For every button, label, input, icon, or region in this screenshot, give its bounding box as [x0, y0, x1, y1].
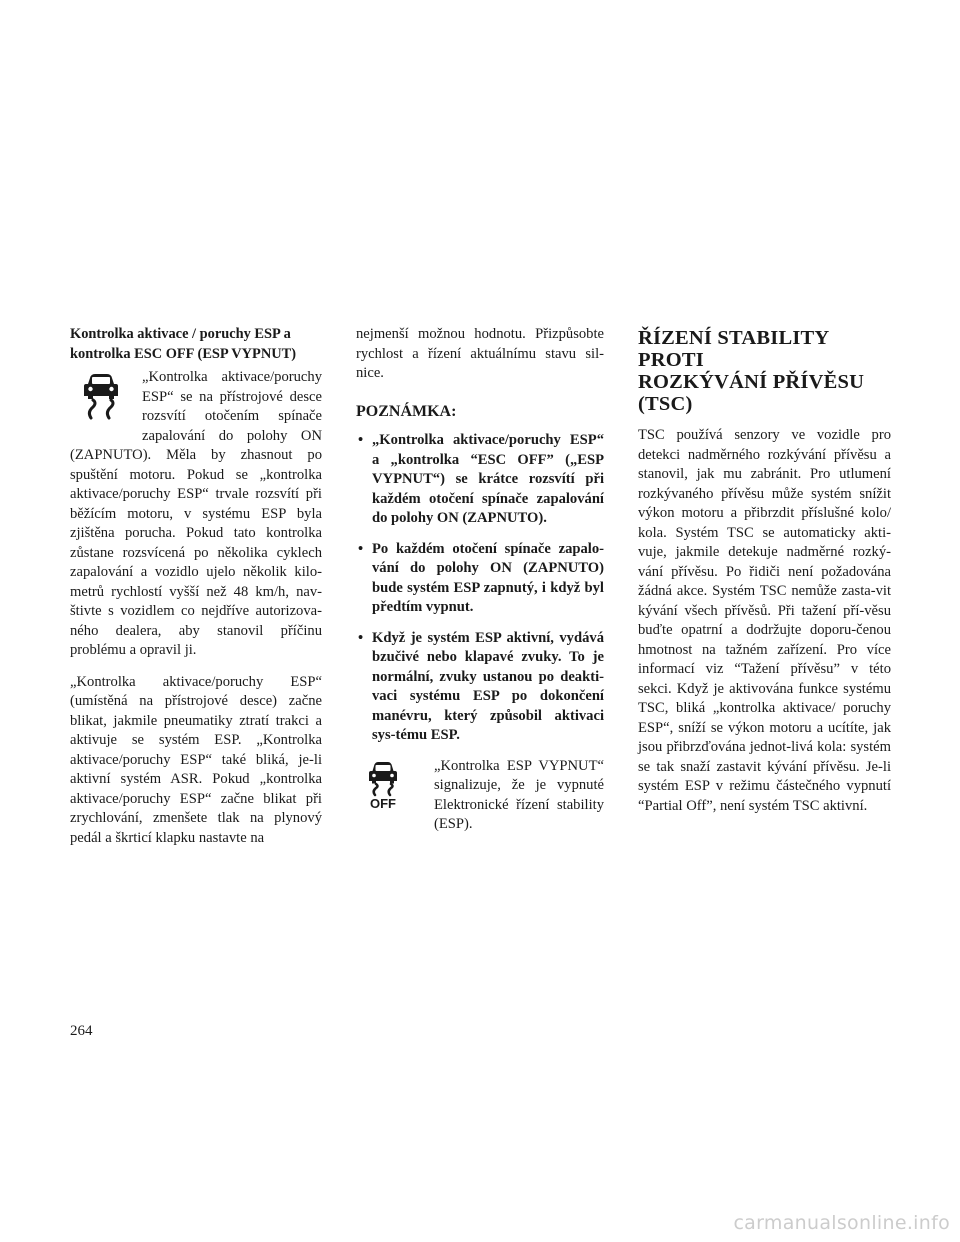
- note-item: • „Kontrolka aktivace/poruchy ESP“ a „kontrolka “ESC OFF” („ESP VYPNUT“) se krátce rozsvítí při každém otočení spínače zapalování do polohy ON (ZAPNUTO).: [356, 431, 604, 529]
- note-list: [356, 431, 604, 746]
- section-heading-line3: (TSC): [638, 393, 693, 415]
- esp-off-block: [366, 757, 604, 835]
- page-number: 264: [70, 1023, 93, 1039]
- section-heading-line1: ŘÍZENÍ STABILITY PROTI: [638, 327, 829, 371]
- middle-column: [356, 325, 604, 835]
- note-item: • Po každém otočení spínače zapalo-vání do polohy ON (ZAPNUTO) bude systém ESP zapnutý, i když byl předtím vypnut.: [356, 540, 604, 618]
- note-heading: POZNÁMKA:: [356, 402, 457, 420]
- esp-off-icon-label: OFF: [370, 795, 396, 811]
- esp-off-paragraph: „Kontrolka ESP VYPNUT“ signalizuje, že je vypnuté Elektronické řízení stability (ESP).: [434, 757, 604, 832]
- esp-skid-car-icon: [70, 372, 132, 446]
- watermark: carmanualsonline.info: [733, 1212, 950, 1234]
- note-item: • Když je systém ESP aktivní, vydává bzučivé nebo klapavé zvuky. To je normální, zvuky ustanou po deakti-vaci systému ESP po dokončení manévru, který způsobil aktivaci sys-tému ESP.: [356, 629, 604, 746]
- esp-off-icon-svg: [366, 761, 400, 811]
- esp-flashing-paragraph: „Kontrolka aktivace/poruchy ESP“ (umístěná na přístrojové desce) začne blikat, jakmile pneumatiky ztratí trakci a aktivuje se systém ESP. „Kontrolka aktivace/poruchy ESP“ také bliká, je-li aktivní systém ASR. Pokud „kontrolka aktivace/poruchy ESP“ začne blikat při zrychlování, zmenšete tlak na plynový pedál a škrticí klapku nastavte na: [70, 673, 322, 846]
- section-heading-line2: ROZKÝVÁNÍ PŘÍVĚSU: [638, 371, 865, 393]
- esp-skid-car-icon-svg: [81, 372, 121, 420]
- tsc-paragraph: TSC používá senzory ve vozidle pro detekci nadměrného rozkývání přívěsu a stanovil, jak mu zabránit. Pro utlumení rozkývaného přívěsu může systém snížit výkon motoru a přibrzdit příslušné kolo/ kola. Systém TSC se automaticky akti-vuje, jakmile detekuje nadměrné rozký-vání přívěsu. Po řidiči není požadována žádná akce. Systém TSC nemůže zasta-vit kývání všech přívěsů. Při tažení pří-věsu buďte opatrní a dodržujte doporu-čenou hmotnost na tažném zařízení. Pro více informací viz “Tažení přívěsu” v této sekci. Když je aktivována funkce systému TSC, bliká „kontrolka aktivace/ poruchy ESP“, sníží se výkon motoru a ucítíte, jak jsou přibrzďována jednot-livá kola: systém se tak snaží zastavit kývání přívěsu. Je-li systém ESP v režimu částečného vypnutí “Partial Off”, není systém TSC aktivní.: [638, 427, 891, 814]
- subsection-heading: [70, 325, 322, 364]
- section-heading: [638, 327, 891, 415]
- continued-paragraph: nejmenší možnou hodnotu. Přizpůsobte rychlost a řízení aktuálnímu stavu sil-nice.: [356, 326, 604, 381]
- esp-indicator-paragraph: „Kontrolka aktivace/poruchy ESP“ se na přístrojové desce rozsvítí otočením spínače zapalování do polohy ON (ZAPNUTO). Měla by zhasnout po spuštění motoru. Pokud se „kontrolka aktivace/poruchy ESP“ trvale rozsvítí při běžícím motoru, v systému ESP byla zjištěna porucha. Pokud tato kontrolka zůstane rozsvícená po několika cyklech zapalování a vozidlo ujelo několik kilo-metrů rychlostí vyšší než 48 km/h, nav-štivte s vozidlem co nejdříve autorizova-ného dealera, aby stanovil příčinu problému a opravil ji.: [70, 369, 322, 658]
- subsection-heading-line2: kontrolka ESC OFF (ESP VYPNUT): [70, 345, 297, 362]
- left-column: [70, 325, 322, 848]
- esp-off-icon: [366, 761, 416, 821]
- subsection-heading-line1: Kontrolka aktivace / poruchy ESP a: [70, 326, 291, 342]
- right-column: [638, 325, 891, 816]
